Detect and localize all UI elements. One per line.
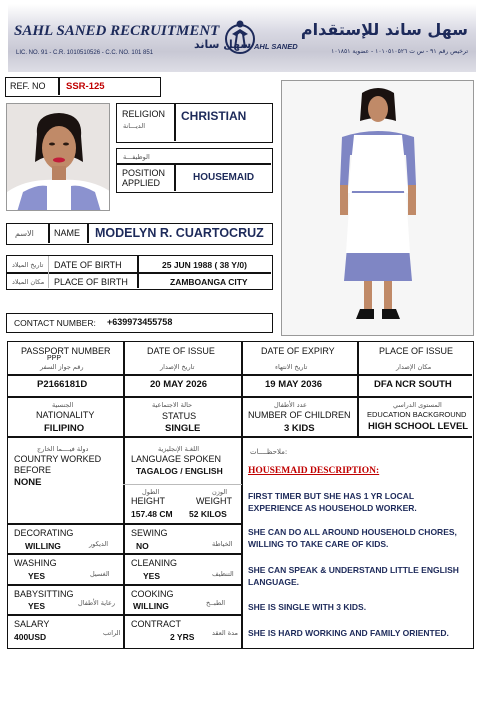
description-item: FIRST TIMER BUT SHE HAS 1 YR LOCAL EXPERIENCE AS HOUSEHOLD WORKER.	[248, 491, 417, 513]
religion-box	[116, 103, 273, 143]
logo-emblem-icon	[188, 12, 308, 62]
position-label: POSITION APPLIED	[122, 168, 166, 188]
name-label-ar: الاسم	[15, 229, 34, 238]
salary-value: 400USD	[14, 632, 47, 642]
height-value: 157.48 CM	[131, 509, 173, 519]
company-logo	[188, 12, 308, 62]
portrait-photo	[6, 103, 110, 211]
cooking-label-ar: الطبــخ	[206, 599, 226, 607]
status-label: STATUS	[162, 411, 197, 421]
height-label-ar: الطول	[142, 488, 160, 496]
company-name-en: SAHL SANED RECRUITMENT	[14, 23, 220, 39]
dob-value: 25 JUN 1988 ( 38 Y/0)	[162, 260, 247, 270]
date-of-expiry-label: DATE OF EXPIRY	[261, 346, 335, 356]
description-item: SHE IS HARD WORKING AND FAMILY ORIENTED.	[248, 628, 449, 638]
contact-box	[6, 313, 273, 333]
description-title: HOUSEMAID DESCRIPTION:	[248, 466, 380, 476]
cleaning-label: CLEANING	[131, 558, 178, 568]
ref-no-box	[5, 77, 161, 97]
date-of-expiry-value: 19 MAY 2036	[265, 379, 323, 390]
country-worked-label: COUNTRY WORKED BEFORE	[14, 454, 102, 475]
description-item: SHE CAN SPEAK & UNDERSTAND LITTLE ENGLISH LANGUAGE.	[248, 565, 459, 587]
contract-label: CONTRACT	[131, 619, 181, 629]
cooking-value: WILLING	[133, 601, 169, 611]
date-of-issue-value: 20 MAY 2026	[150, 379, 208, 390]
company-name-ar: سهل ساند للإستقدام	[300, 20, 468, 39]
weight-label: WEIGHT	[196, 496, 232, 506]
place-of-issue-value: DFA NCR SOUTH	[374, 379, 452, 390]
babysitting-label: BABYSITTING	[14, 589, 74, 599]
children-label: NUMBER OF CHILDREN	[248, 410, 351, 420]
contract-label-ar: مدة العقد	[212, 629, 238, 637]
ref-no-value: SSR-125	[66, 81, 105, 92]
education-value: HIGH SCHOOL LEVEL	[368, 421, 469, 432]
babysitting-value: YES	[28, 601, 46, 611]
decorating-value: WILLING	[25, 541, 61, 551]
position-box	[116, 148, 273, 193]
remarks-label-ar: ملاحظــــات:	[250, 448, 288, 456]
salary-label-ar: الراتب	[103, 629, 121, 637]
contract-value: 2 YRS	[170, 632, 195, 642]
ref-no-label: REF. NO	[10, 81, 46, 91]
date-of-issue-label: DATE OF ISSUE	[147, 346, 215, 356]
place-of-issue-label: PLACE OF ISSUE	[379, 346, 454, 356]
passport-number-value: P2166181D	[37, 379, 88, 390]
status-value: SINGLE	[165, 423, 201, 434]
weight-value: 52 KILOS	[189, 509, 227, 519]
weight-label-ar: الوزن	[212, 488, 228, 496]
language-label-ar: اللغـة الإنجليزية	[158, 445, 200, 453]
position-value: HOUSEMAID	[193, 172, 255, 183]
nationality-label: NATIONALITY	[36, 410, 95, 420]
nationality-label-ar: الجنسية	[52, 401, 74, 409]
status-label-ar: حالة الاجتماعية	[152, 401, 193, 409]
date-of-expiry-label-ar: تاريخ الانتهاء	[275, 363, 308, 371]
cleaning-label-ar: التنظيف	[212, 570, 234, 578]
cleaning-value: YES	[143, 571, 161, 581]
washing-value: YES	[28, 571, 46, 581]
sewing-label: SEWING	[131, 528, 168, 538]
name-box	[6, 223, 273, 245]
date-of-issue-label-ar: تاريخ الإصدار	[160, 363, 195, 371]
education-label-ar: المستوى الدراسي	[393, 401, 442, 409]
passport-number-label: PASSPORT NUMBER	[21, 346, 111, 356]
position-label-ar: الوظيفـــة	[123, 153, 150, 161]
religion-value: CHRISTIAN	[181, 109, 247, 123]
education-label: EDUCATION BACKGROUND	[367, 410, 467, 419]
logo-text-en: AHL SANED	[254, 42, 298, 51]
cooking-label: COOKING	[131, 589, 174, 599]
language-label: LANGUAGE SPOKEN	[131, 454, 222, 464]
sewing-label-ar: الخياطة	[212, 540, 233, 548]
company-license-ar: ترخيص رقم ٩١ - س ت ١٠١٠٥١٠٥٢٦ - عضوية ١٠١٨٥١	[331, 48, 468, 55]
children-value: 3 KIDS	[284, 423, 315, 434]
dob-label: DATE OF BIRTH	[54, 260, 122, 270]
pob-value: ZAMBOANGA CITY	[170, 277, 248, 287]
babysitting-label-ar: رعاية الأطفال	[78, 599, 116, 607]
religion-label: RELIGION	[122, 109, 166, 119]
country-worked-label-ar: دولة فيــــما الخارج	[37, 445, 89, 453]
name-value: MODELYN R. CUARTOCRUZ	[95, 226, 264, 240]
religion-label-ar: الديـــانة	[123, 122, 145, 130]
dob-label-ar: تاريخ الميلاد	[12, 261, 44, 269]
decorating-label: DECORATING	[14, 528, 74, 538]
passport-number-sub: PPP	[47, 355, 62, 362]
height-label: HEIGHT	[131, 496, 166, 506]
company-license-en: LIC. NO. 91 - C.R. 1010510526 - C.C. NO. 101 851	[16, 50, 154, 56]
children-label-ar: عدد الأطفال	[274, 401, 307, 409]
letterhead-banner	[8, 4, 476, 72]
salary-label: SALARY	[14, 619, 50, 629]
birth-box	[6, 255, 273, 290]
description-item: SHE IS SINGLE WITH 3 KIDS.	[248, 602, 367, 612]
pob-label: PLACE OF BIRTH	[54, 277, 128, 287]
description-item: SHE CAN DO ALL AROUND HOUSEHOLD CHORES, WILLING TO TAKE CARE OF KIDS.	[248, 527, 457, 549]
contact-label: CONTACT NUMBER:	[14, 318, 96, 328]
contact-value: +639973455758	[107, 317, 173, 327]
passport-number-label-ar: رقم جواز السفر	[40, 363, 84, 371]
country-worked-value: NONE	[14, 477, 42, 488]
logo-text-ar: سهل ساند	[194, 38, 252, 51]
name-label: NAME	[54, 228, 81, 238]
full-body-photo	[281, 80, 474, 336]
place-of-issue-label-ar: مكان الإصدار	[396, 363, 432, 371]
decorating-label-ar: الديكور	[89, 540, 109, 548]
washing-label: WASHING	[14, 558, 57, 568]
nationality-value: FILIPINO	[44, 423, 85, 434]
washing-label-ar: الغسيل	[90, 570, 110, 578]
sewing-value: NO	[136, 541, 149, 551]
pob-label-ar: مكان الميلاد	[12, 278, 45, 286]
language-value: TAGALOG / ENGLISH	[136, 466, 223, 476]
